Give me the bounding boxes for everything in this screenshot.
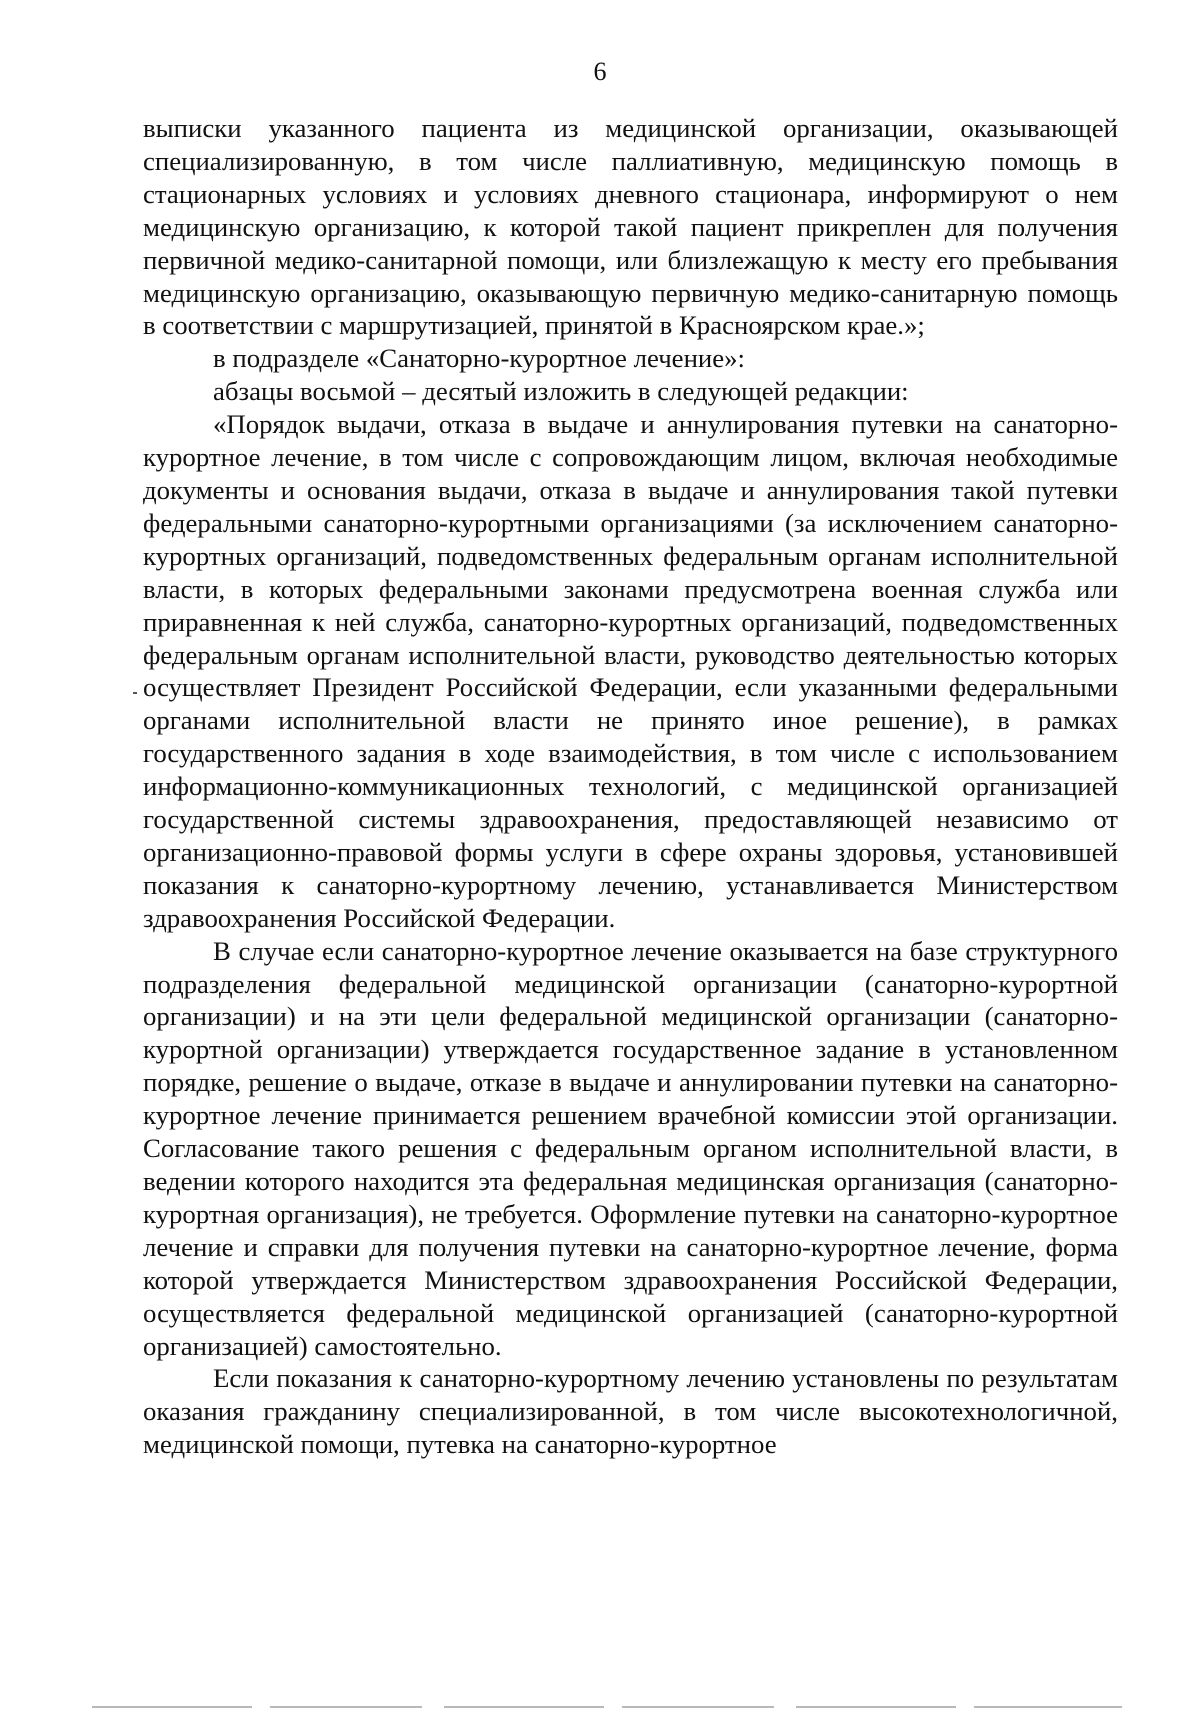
paragraph: Если показания к санаторно-курортному лечению установлены по результатам оказания гражданину специализированной, в том числе высокотехнологичной, медицинской помощи, путевка на санаторно-курортное (143, 1363, 1118, 1460)
page-number: 6 (593, 57, 607, 86)
paragraph: выписки указанного пациента из медицинской организации, оказывающей специализированную, в том числе паллиативную, медицинскую помощь в стационарных условиях и условиях дневного стационара, информируют о нем медицинскую организацию, к которой такой пациент прикреплен для получения первичной медико-санитарной помощи, или близлежащую к месту его пребывания медицинскую организацию, оказывающую первичную медико-санитарную помощь в соответствии с маршрутизацией, принятой в Красноярском крае.»; (143, 113, 1118, 341)
margin-mark (133, 692, 137, 694)
scan-edge-rule (92, 1706, 1122, 1708)
document-body (143, 112, 1118, 1461)
paragraph: В случае если санаторно-курортное лечение оказывается на базе структурного подразделения федеральной медицинской организации (санаторно-курортной организации) и на эти цели федеральной медицинской организации (санаторно-курортной организации) утверждается государственное задание в установленном порядке, решение о выдаче, отказе в выдаче и аннулировании путевки на санаторно-курортное лечение принимается решением врачебной комиссии этой организации. Согласование такого решения с федеральным органом исполнительной власти, в ведении которого находится эта федеральная медицинская организация (санаторно-курортная организация), не требуется. Оформление путевки на санаторно-курортное лечение и справки для получения путевки на санаторно-курортное лечение, форма которой утверждается Министерством здравоохранения Российской Федерации, осуществляется федеральной медицинской организацией (санаторно-курортной организацией) самостоятельно. (143, 935, 1118, 1361)
paragraph: «Порядок выдачи, отказа в выдаче и аннулирования путевки на санаторно-курортное лечение, в том числе с сопровождающим лицом, включая необходимые документы и основания выдачи, отказа в выдаче и аннулирования такой путевки федеральными санаторно-курортными организациями (за исключением санаторно-курортных организаций, подведомственных федеральным органам исполнительной власти, в которых федеральными законами предусмотрена военная служба или приравненная к ней служба, санаторно-курортных организаций, подведомственных федеральным органам исполнительной власти, руководство деятельностью которых осуществляет Президент Российской Федерации, если указанными федеральными органами исполнительной власти не принято иное решение), в рамках государственного задания в ходе взаимодействия, в том числе с использованием информационно-коммуникационных технологий, с медицинской организацией государственной системы здравоохранения, предоставляющей независимо от организационно-правовой формы услуги в сфере охраны здоровья, установившей показания к санаторно-курортному лечению, устанавливается Министерством здравоохранения Российской Федерации. (143, 409, 1118, 933)
paragraph: абзацы восьмой – десятый изложить в следующей редакции: (213, 376, 909, 407)
paragraph: в подразделе «Санаторно-курортное лечение»: (213, 343, 745, 374)
